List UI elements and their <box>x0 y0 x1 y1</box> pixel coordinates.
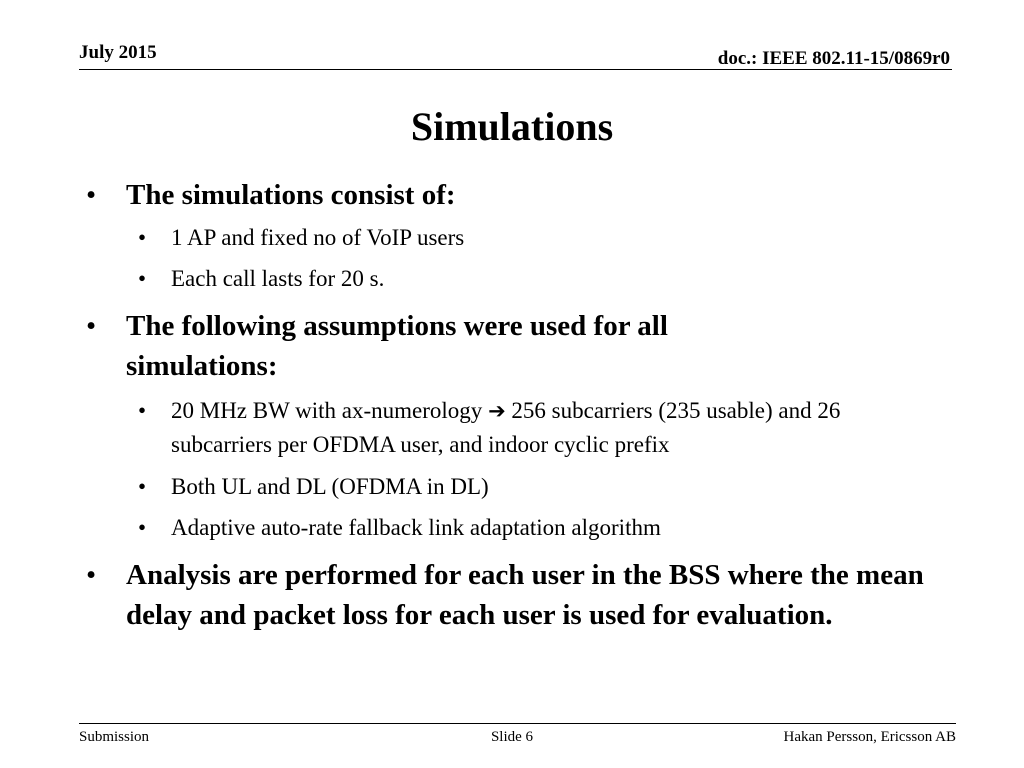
bullet-2-sub-1-text-end: 256 subcarriers (235 usable) and 26 subcarriers per OFDMA user, and indoor cyclic prefix <box>171 398 841 457</box>
sub-bullet-marker: • <box>138 266 147 291</box>
sub-bullet-marker: • <box>138 225 147 250</box>
bullet-1-sub-1 <box>138 221 938 255</box>
bullet-2-sub-1-text <box>171 394 938 462</box>
bullet-1-text: The simulations consist of: <box>126 179 456 211</box>
bullet-1 <box>86 175 956 215</box>
right-arrow-icon: ➔ <box>488 399 506 423</box>
bullet-1-sub-1-text: 1 AP and fixed no of VoIP users <box>171 225 465 250</box>
bullet-marker: • <box>86 310 97 342</box>
bullet-3-text: Analysis are performed for each user in the BSS where the mean delay and packet loss for each user is used for evaluation. <box>126 559 924 631</box>
sub-bullet-marker: • <box>138 398 147 423</box>
bullet-2 <box>86 306 806 386</box>
footer-divider <box>79 723 956 724</box>
header-date: July 2015 <box>79 42 157 63</box>
header-doc-id: doc.: IEEE 802.11-15/0869r0 <box>717 48 950 69</box>
bullet-3 <box>86 555 941 635</box>
bullet-2-sub-3-text: Adaptive auto-rate fallback link adaptation algorithm <box>171 515 661 540</box>
footer-submission: Submission <box>79 729 150 745</box>
bullet-1-sub-2-text: Each call lasts for 20 s. <box>171 266 385 291</box>
bullet-marker: • <box>86 559 97 591</box>
footer-author: Hakan Persson, Ericsson AB <box>783 729 956 745</box>
bullet-2-sub-3 <box>138 511 938 545</box>
bullet-2-sub-1-text-start: 20 MHz BW with ax-numerology <box>171 398 489 423</box>
bullet-1-sub-2 <box>138 262 938 296</box>
bullet-2-sub-1 <box>138 394 938 462</box>
bullet-2-sub-2 <box>138 470 938 504</box>
bullet-2-text: The following assumptions were used for all simulations: <box>126 310 668 382</box>
slide-title: Simulations <box>410 104 614 149</box>
sub-bullet-marker: • <box>138 515 147 540</box>
bullet-marker: • <box>86 179 97 211</box>
bullet-2-sub-2-text: Both UL and DL (OFDMA in DL) <box>171 474 489 499</box>
sub-bullet-marker: • <box>138 474 147 499</box>
footer-slide-number: Slide 6 <box>490 729 534 745</box>
